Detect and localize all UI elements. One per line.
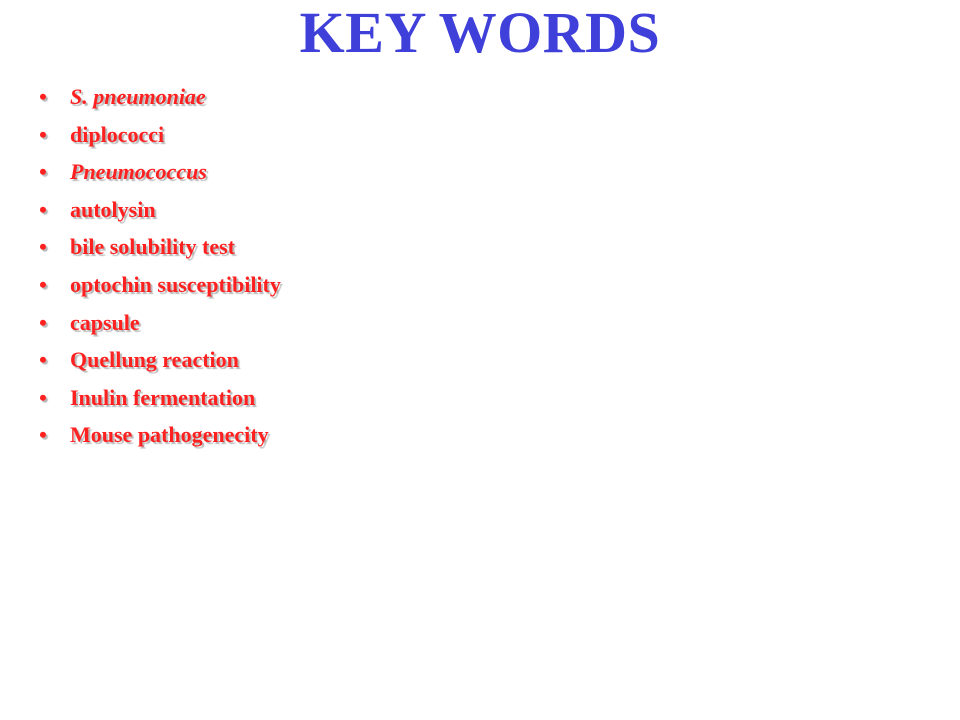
list-item — [34, 153, 281, 191]
keyword-text: capsule — [70, 309, 140, 335]
list-item — [34, 304, 281, 342]
keyword-text: optochin susceptibility — [70, 271, 281, 297]
keyword-text: Mouse pathogenecity — [70, 422, 269, 448]
bullet-icon: • — [39, 422, 47, 448]
keyword-text: Quellung reaction — [70, 347, 239, 373]
list-item — [34, 116, 281, 154]
bullet-icon: • — [39, 347, 47, 373]
bullet-icon: • — [39, 234, 47, 260]
bullet-icon: • — [39, 84, 47, 109]
list-item — [34, 78, 281, 116]
list-item — [34, 379, 281, 417]
list-item — [34, 228, 281, 266]
list-item — [34, 266, 281, 304]
slide-title: KEY WORDS — [299, 0, 661, 65]
list-item — [34, 191, 281, 229]
keyword-text: S. pneumoniae — [70, 84, 206, 109]
keyword-list — [34, 78, 281, 454]
bullet-icon: • — [39, 384, 47, 410]
list-item — [34, 341, 281, 379]
list-item — [34, 416, 281, 454]
keyword-text: Pneumococcus — [70, 159, 207, 185]
bullet-icon: • — [39, 309, 47, 335]
keyword-text: bile solubility test — [70, 234, 236, 260]
bullet-icon: • — [39, 271, 47, 297]
bullet-icon: • — [39, 196, 47, 222]
keyword-text: Inulin fermentation — [70, 384, 256, 410]
bullet-icon: • — [39, 121, 47, 147]
bullet-icon: • — [39, 159, 47, 185]
keyword-text: autolysin — [70, 196, 156, 222]
keyword-text: diplococci — [70, 121, 165, 147]
